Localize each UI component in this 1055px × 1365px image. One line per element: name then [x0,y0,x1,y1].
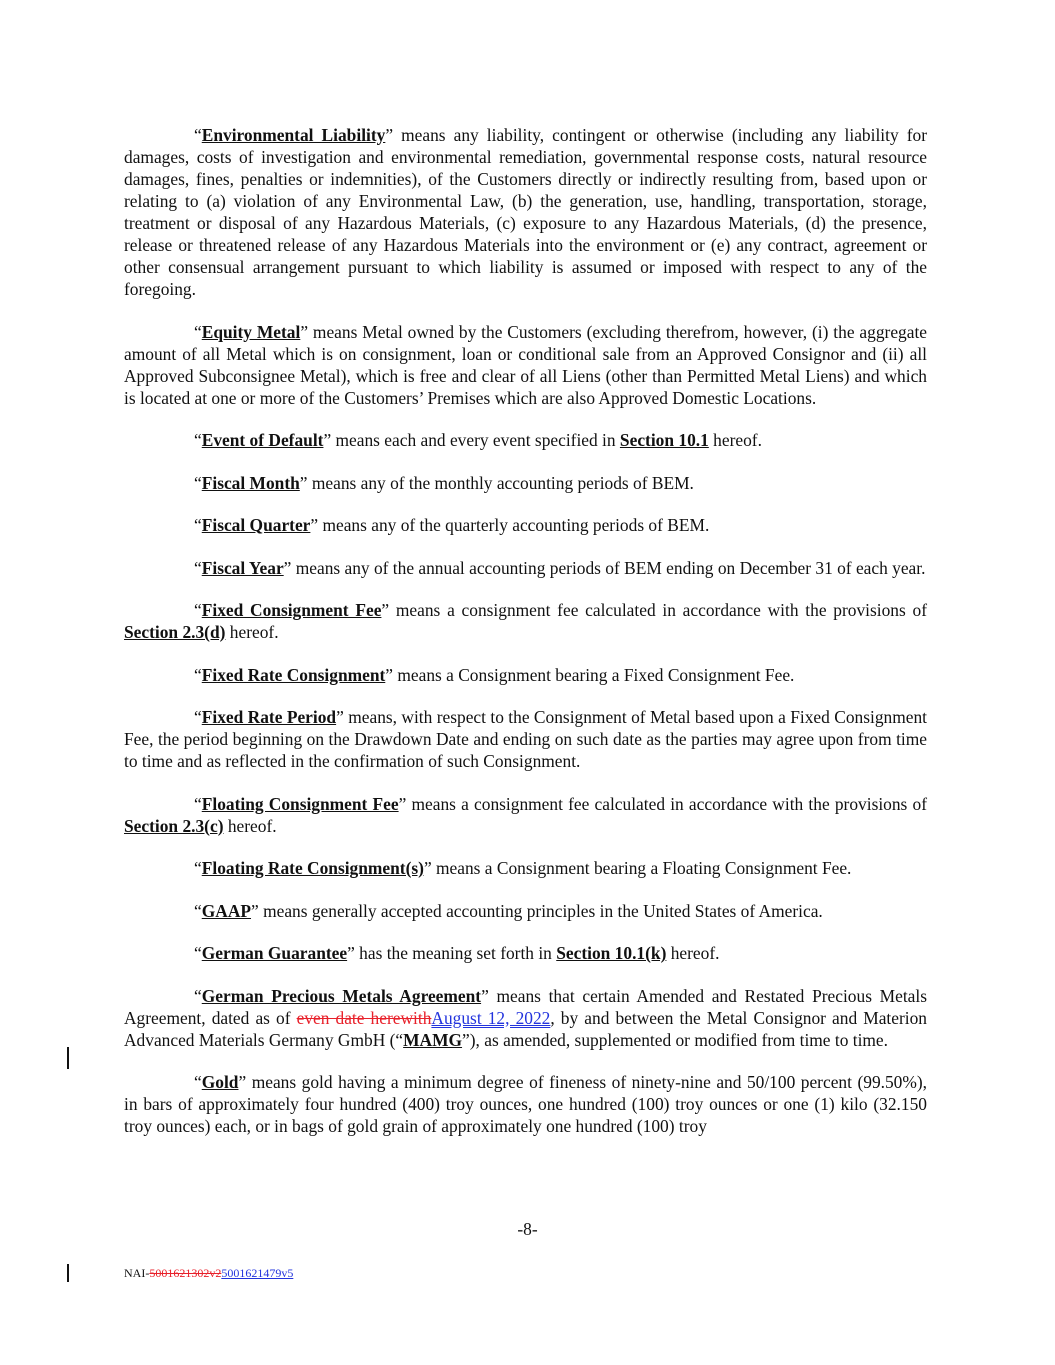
defined-term: Fiscal Year [201,557,284,578]
definition-paragraph [124,985,927,1051]
text-run: ” means that certain Amended and Restated Precious Metals Agreement, dated as of [124,985,927,1028]
definition-paragraph [124,321,927,409]
text-run: “ [194,985,202,1006]
text-run: ” means gold having a minimum degree of fineness of ninety-nine and 50/100 percent (99.50%), in bars of approximately four hundred (400) troy ounces, one hundred (100) troy ounces or one (1) kilo (32.150 troy ounces) each, or in bags of gold grain of approximately one hundred (100) troy [124,1072,927,1136]
text-run: “ [194,430,202,450]
definition-paragraph [124,1071,927,1137]
defined-term: Floating Consignment Fee [201,793,399,814]
text-run: “ [194,515,202,535]
text-run: ” means, with respect to the Consignment of Metal based upon a Fixed Consignment Fee, the period beginning on the Drawdown Date and ending on such date as the parties may agree upon from time to time and as reflected in the confirmation of such Consignment. [124,707,927,771]
defined-term: Section 2.3(d) [124,622,226,642]
text-run: ” means each and every event specified in [323,430,620,450]
text-run: “ [194,900,202,921]
text-run: “ [194,1072,202,1092]
doc-id-deleted: 5001621302v2 [149,1266,222,1280]
text-run: “ [194,707,202,727]
definition-paragraph [124,557,927,579]
defined-term: German Precious Metals Agreement [201,985,482,1006]
definition-paragraph [124,793,927,837]
defined-term: Fixed Consignment Fee [201,600,382,620]
text-run: ” means a Consignment bearing a Floating Consignment Fee. [423,858,852,878]
definition-paragraph [124,514,927,536]
defined-term: GAAP [201,900,252,921]
text-run: hereof. [666,943,720,963]
text-run: ” means a consignment fee calculated in accordance with the provisions of [381,600,928,620]
text-run: “ [194,943,202,963]
text-run: “ [194,664,202,685]
definition-paragraph [124,599,927,643]
defined-term: Equity Metal [201,321,301,342]
document-id-footer [124,1266,293,1281]
definition-paragraph [124,664,927,686]
deleted-text: even date herewith [296,1007,432,1028]
definition-paragraph [124,706,927,772]
text-run: , by and between the Metal Consignor and Materion Advanced Materials Germany GmbH (“ [124,1007,927,1050]
change-bar [67,1047,69,1069]
text-run: “ [194,321,202,342]
defined-term: German Guarantee [201,943,348,963]
page-number: -8- [517,1219,538,1239]
defined-term: Fiscal Month [201,472,300,493]
defined-term: Fiscal Quarter [201,515,311,535]
defined-term: Section 10.1(k) [556,943,667,963]
defined-term: Fixed Rate Consignment [201,664,386,685]
defined-term: MAMG [403,1029,463,1050]
text-run: hereof. [223,815,277,836]
document-body [124,124,927,1158]
text-run: “ [194,125,202,145]
definition-paragraph [124,942,927,964]
defined-term: Fixed Rate Period [201,707,337,727]
definition-paragraph [124,429,927,451]
defined-term: Floating Rate Consignment(s) [201,858,424,878]
doc-id-inserted: 5001621479v5 [221,1266,294,1280]
definition-paragraph [124,124,927,300]
defined-term: Gold [201,1072,239,1092]
defined-term: Event of Default [201,430,324,450]
definition-paragraph [124,472,927,494]
inserted-text: August 12, 2022 [431,1007,551,1028]
text-run: ” means a Consignment bearing a Fixed Consignment Fee. [385,664,795,685]
definition-paragraph [124,900,927,922]
text-run: hereof. [708,430,762,450]
text-run: ” means generally accepted accounting principles in the United States of America. [251,900,823,921]
text-run: ” has the meaning set forth in [347,943,557,963]
text-run: ” means Metal owned by the Customers (excluding therefrom, however, (i) the aggregate amount of all Metal which is on consignment, loan or conditional sale from an Approved Consignor and (ii) all Approved Subconsignee Metal), which is free and clear of all Liens (other than Permitted Metal Liens) and which is located at one or more of the Customers’ Premises which are also Approved Domestic Locations. [124,321,927,408]
text-run: “ [194,858,202,878]
doc-id-prefix: NAI- [124,1266,150,1280]
text-run: ” means any of the monthly accounting periods of BEM. [299,472,694,493]
text-run: “ [194,793,202,814]
text-run: ” means any of the annual accounting periods of BEM ending on December 31 of each year. [283,557,926,578]
defined-term: Section 2.3(c) [124,815,224,836]
text-run: “ [194,472,202,493]
text-run: ” means any liability, contingent or otherwise (including any liability for damages, costs of investigation and environmental remediation, governmental response costs, natural resource damages, fines, penalties or indemnities), of the Customers directly or indirectly resulting from, based upon or relating to (a) violation of any Environmental Law, (b) the generation, use, handling, transportation, storage, treatment or disposal of any Hazardous Materials, (c) exposure to any Hazardous Materials, (d) the presence, release or threatened release of any Hazardous Materials into the environment or (e) any contract, agreement or other consensual arrangement pursuant to which liability is assumed or imposed with respect to any of the foregoing. [124,125,927,299]
defined-term: Environmental Liability [201,125,386,145]
definition-paragraph [124,857,927,879]
defined-term: Section 10.1 [619,430,709,450]
change-bar [67,1264,69,1282]
text-run: ”), as amended, supplemented or modified from time to time. [462,1029,888,1050]
text-run: ” means a consignment fee calculated in accordance with the provisions of [398,793,928,814]
text-run: hereof. [225,622,279,642]
text-run: “ [194,600,202,620]
text-run: ” means any of the quarterly accounting periods of BEM. [310,515,710,535]
text-run: “ [194,557,202,578]
